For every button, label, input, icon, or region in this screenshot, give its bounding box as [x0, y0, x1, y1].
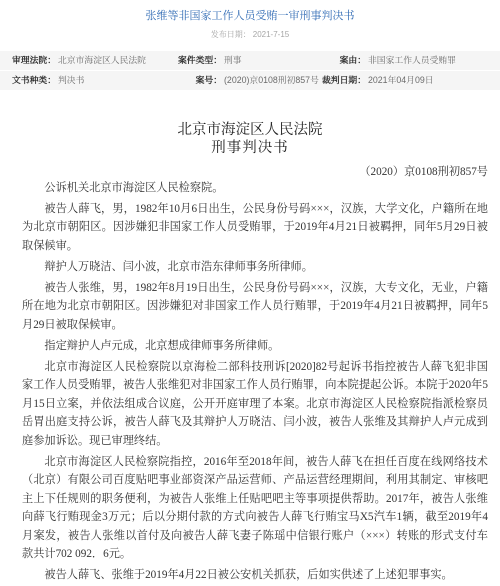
case-number-value: (2020)京0108刑初857号 [224, 75, 319, 85]
case-type-label: 案件类型： [178, 55, 222, 65]
document-title: 张维等非国家工作人员受贿一审刑事判决书 [145, 10, 355, 22]
court-label: 审理法院： [12, 55, 56, 65]
cause-label: 案由： [339, 55, 366, 65]
case-number-label: 案号： [195, 75, 222, 85]
judgment-type-heading: 刑事判决书 [211, 140, 289, 156]
court-value: 北京市海淀区人民法院 [58, 55, 146, 65]
document-kind-value: 判决书 [58, 75, 85, 85]
paragraph-prosecutor: 公诉机关北京市海淀区人民检察院。 [44, 181, 224, 194]
publish-date-label: 发布日期： [210, 30, 251, 39]
paragraph-prosecution-allegation: 北京市海淀区人民检察院指控，2016年至2018年间，被告人薛飞在担任百度在线网络技术（北京）有限公司百度贴吧事业部资深产品运营师、产品运营经理期间，利用其制定、审核吧主上下任规则的职务便利，为被告人张维上任贴吧吧主等事项提供帮助。2017年，被告人张维向薛飞行贿现金3万元；后以分期付款的方式向被告人薛飞行贿宝马X5汽车1辆，截至2019年4月案发，被告人张维以首付及向被告人薛飞妻子陈瑶中信银行账户（×××）转账的形式支付车款共计702 092．6元。 [22, 455, 488, 561]
case-number: （2020）京0108刑初857号 [359, 166, 488, 178]
metadata-row [0, 51, 500, 70]
document-kind-label: 文书种类： [12, 75, 56, 85]
paragraph-defendant-zhang-wei: 被告人张维，男，1982年8月19日出生，公民身份号码×××，汉族，大专文化，无业，户籍所在地为北京市朝阳区。因涉嫌犯对非国家工作人员行贿罪，于2019年4月21日被羁押，同年5月29日被取保候审。 [22, 281, 488, 331]
publish-info [0, 29, 500, 41]
cause-value: 非国家工作人员受贿罪 [368, 55, 456, 65]
paragraph-defense-counsel-xue-fei: 辩护人万晓洁、闫小波，北京市浩东律师事务所律师。 [44, 260, 313, 273]
publish-date: 2021-7-15 [252, 30, 290, 39]
metadata-table [0, 51, 500, 90]
judgment-body [22, 179, 488, 585]
metadata-row [0, 70, 500, 90]
case-type-value: 刑事 [224, 55, 242, 65]
court-name-heading: 北京市海淀区人民法院 [177, 122, 323, 138]
paragraph-arrest-confession: 被告人薛飞、张维于2019年4月22日被公安机关抓获，后如实供述了上述犯罪事实。 [44, 569, 453, 582]
judgment-date-label: 裁判日期： [322, 75, 366, 85]
paragraph-appointed-counsel-zhang-wei: 指定辩护人卢元成，北京想成律师事务所律师。 [44, 339, 280, 352]
judgment-date-value: 2021年04月09日 [368, 75, 434, 85]
paragraph-procedural-history: 北京市海淀区人民检察院以京海检二部科技刑诉[2020]82号起诉书指控被告人薛飞犯非国家工作人员受贿罪，被告人张维犯对非国家工作人员行贿罪，向本院提起公诉。本院于2020年5月15日立案，并依法组成合议庭，公开开庭审理了本案。北京市海淀区人民检察院指派检察员岳胃出庭支持公诉，被告人薛飞及其辩护人万晓洁、闫小波，被告人张维及其辩护人卢元成到庭参加诉讼。现已审理终结。 [22, 360, 488, 447]
paragraph-defendant-xue-fei: 被告人薛飞，男，1982年10月6日出生，公民身份号码×××，汉族，大学文化，户籍所在地为北京市朝阳区。因涉嫌犯非国家工作人员受贿罪，于2019年4月21日被羁押，同年5月29日被取保候审。 [22, 202, 488, 252]
